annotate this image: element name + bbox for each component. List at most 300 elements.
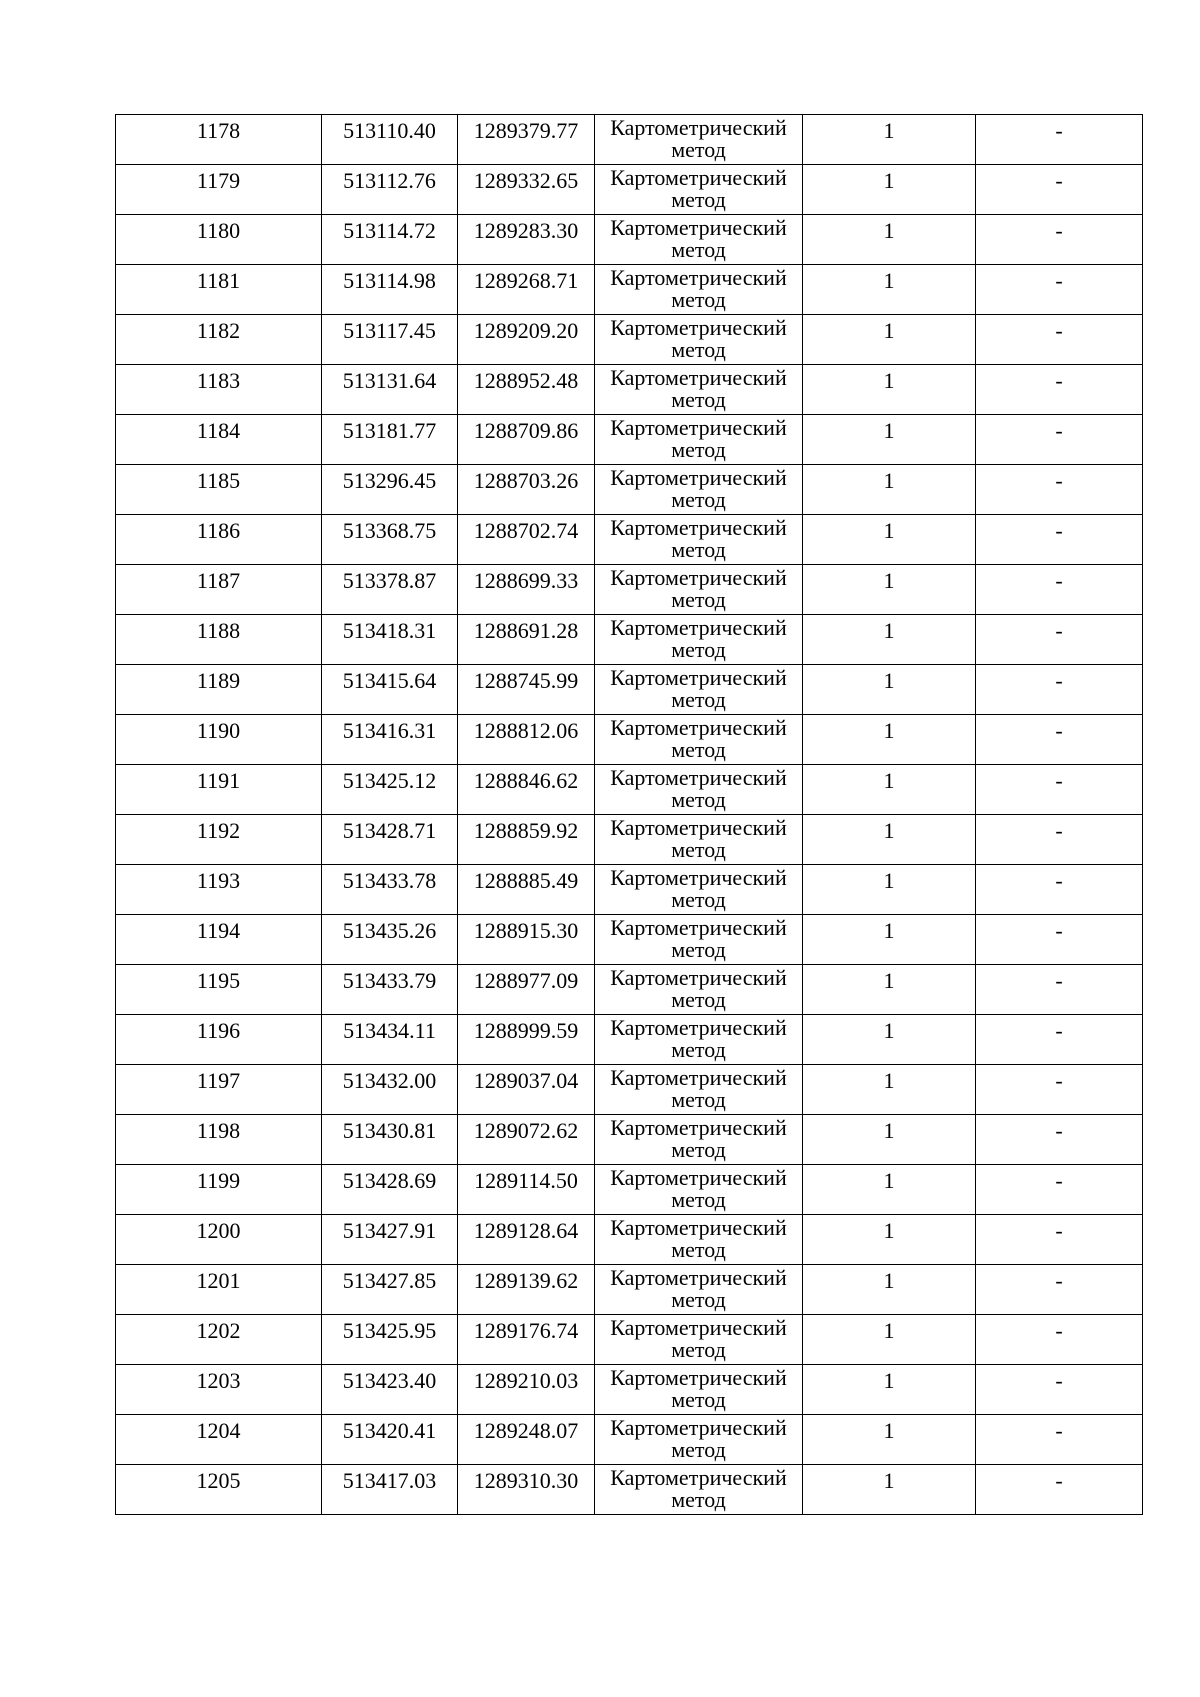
note-cell-text: -	[1055, 1368, 1063, 1393]
point-number-cell	[116, 865, 322, 915]
method-cell	[595, 265, 803, 315]
note-cell	[976, 215, 1143, 265]
note-cell-text: -	[1055, 1318, 1063, 1343]
accuracy-cell	[803, 1415, 976, 1465]
note-cell-text: -	[1055, 1068, 1063, 1093]
point-number-cell-text: 1204	[196, 1418, 241, 1443]
x-coordinate-cell-text: 513434.11	[343, 1018, 436, 1043]
accuracy-cell-text: 1	[883, 118, 895, 143]
y-coordinate-cell-text: 1288885.49	[473, 868, 579, 893]
method-cell	[595, 1065, 803, 1115]
x-coordinate-cell-text: 513430.81	[342, 1118, 437, 1143]
table-row	[116, 1315, 1143, 1365]
method-cell	[595, 815, 803, 865]
x-coordinate-cell-text: 513114.72	[343, 218, 436, 243]
note-cell-text: -	[1055, 218, 1063, 243]
x-coordinate-cell	[322, 615, 458, 665]
x-coordinate-cell-text: 513433.79	[342, 968, 437, 993]
accuracy-cell-text: 1	[883, 1268, 895, 1293]
x-coordinate-cell	[322, 365, 458, 415]
y-coordinate-cell	[458, 565, 595, 615]
y-coordinate-cell-text: 1288703.26	[473, 468, 579, 493]
table-row	[116, 365, 1143, 415]
note-cell	[976, 1415, 1143, 1465]
accuracy-cell-text: 1	[883, 718, 895, 743]
note-cell	[976, 1065, 1143, 1115]
table-row	[116, 1265, 1143, 1315]
note-cell	[976, 1365, 1143, 1415]
y-coordinate-cell	[458, 1315, 595, 1365]
method-cell	[595, 1415, 803, 1465]
x-coordinate-cell-text: 513112.76	[343, 168, 436, 193]
point-number-cell	[116, 515, 322, 565]
x-coordinate-cell-text: 513428.69	[342, 1168, 437, 1193]
accuracy-cell	[803, 1315, 976, 1365]
y-coordinate-cell	[458, 1265, 595, 1315]
note-cell-text: -	[1055, 1218, 1063, 1243]
point-number-cell	[116, 1215, 322, 1265]
table-row	[116, 965, 1143, 1015]
note-cell	[976, 1165, 1143, 1215]
note-cell	[976, 865, 1143, 915]
table-row	[116, 615, 1143, 665]
y-coordinate-cell	[458, 1415, 595, 1465]
note-cell	[976, 965, 1143, 1015]
method-cell	[595, 365, 803, 415]
note-cell-text: -	[1055, 368, 1063, 393]
method-cell	[595, 1165, 803, 1215]
accuracy-cell-text: 1	[883, 368, 895, 393]
y-coordinate-cell	[458, 365, 595, 415]
accuracy-cell	[803, 315, 976, 365]
accuracy-cell-text: 1	[883, 918, 895, 943]
note-cell-text: -	[1055, 268, 1063, 293]
accuracy-cell-text: 1	[883, 1218, 895, 1243]
y-coordinate-cell-text: 1288691.28	[473, 618, 579, 643]
point-number-cell-text: 1190	[196, 718, 241, 743]
method-cell	[595, 1315, 803, 1365]
y-coordinate-cell-text: 1289283.30	[473, 218, 579, 243]
accuracy-cell-text: 1	[883, 1068, 895, 1093]
method-cell-text: Картометрический метод	[610, 1215, 787, 1262]
x-coordinate-cell	[322, 915, 458, 965]
y-coordinate-cell-text: 1289210.03	[473, 1368, 579, 1393]
accuracy-cell-text: 1	[883, 818, 895, 843]
y-coordinate-cell	[458, 765, 595, 815]
note-cell-text: -	[1055, 718, 1063, 743]
table-row	[116, 315, 1143, 365]
table-row	[116, 765, 1143, 815]
x-coordinate-cell	[322, 1015, 458, 1065]
y-coordinate-cell-text: 1288999.59	[473, 1018, 579, 1043]
y-coordinate-cell-text: 1288915.30	[473, 918, 579, 943]
note-cell	[976, 1115, 1143, 1165]
y-coordinate-cell	[458, 815, 595, 865]
x-coordinate-cell	[322, 265, 458, 315]
note-cell	[976, 115, 1143, 165]
x-coordinate-cell	[322, 1465, 458, 1515]
y-coordinate-cell	[458, 1165, 595, 1215]
method-cell-text: Картометрический метод	[610, 465, 787, 512]
note-cell-text: -	[1055, 1418, 1063, 1443]
x-coordinate-cell	[322, 1165, 458, 1215]
accuracy-cell	[803, 565, 976, 615]
method-cell	[595, 715, 803, 765]
y-coordinate-cell-text: 1289176.74	[473, 1318, 579, 1343]
accuracy-cell	[803, 415, 976, 465]
y-coordinate-cell	[458, 465, 595, 515]
accuracy-cell-text: 1	[883, 618, 895, 643]
note-cell-text: -	[1055, 518, 1063, 543]
accuracy-cell	[803, 815, 976, 865]
y-coordinate-cell	[458, 1215, 595, 1265]
point-number-cell-text: 1194	[196, 918, 241, 943]
note-cell	[976, 315, 1143, 365]
point-number-cell	[116, 415, 322, 465]
x-coordinate-cell-text: 513417.03	[342, 1468, 437, 1493]
note-cell-text: -	[1055, 968, 1063, 993]
point-number-cell-text: 1191	[196, 768, 241, 793]
method-cell	[595, 215, 803, 265]
table-row	[116, 1465, 1143, 1515]
table-row	[116, 1065, 1143, 1115]
x-coordinate-cell	[322, 1315, 458, 1365]
coordinates-table	[115, 114, 1143, 1515]
table-row	[116, 865, 1143, 915]
table-row	[116, 1215, 1143, 1265]
accuracy-cell	[803, 1365, 976, 1415]
table-row	[116, 515, 1143, 565]
note-cell-text: -	[1055, 1468, 1063, 1493]
accuracy-cell	[803, 1165, 976, 1215]
note-cell	[976, 765, 1143, 815]
y-coordinate-cell	[458, 415, 595, 465]
x-coordinate-cell	[322, 965, 458, 1015]
y-coordinate-cell	[458, 965, 595, 1015]
point-number-cell	[116, 465, 322, 515]
point-number-cell-text: 1200	[196, 1218, 241, 1243]
method-cell-text: Картометрический метод	[610, 115, 787, 162]
method-cell	[595, 915, 803, 965]
point-number-cell-text: 1201	[196, 1268, 241, 1293]
accuracy-cell-text: 1	[883, 1168, 895, 1193]
note-cell-text: -	[1055, 418, 1063, 443]
method-cell-text: Картометрический метод	[610, 1065, 787, 1112]
accuracy-cell-text: 1	[883, 1318, 895, 1343]
y-coordinate-cell-text: 1289332.65	[473, 168, 579, 193]
x-coordinate-cell-text: 513110.40	[343, 118, 436, 143]
x-coordinate-cell	[322, 315, 458, 365]
x-coordinate-cell-text: 513432.00	[342, 1068, 437, 1093]
point-number-cell	[116, 965, 322, 1015]
note-cell	[976, 365, 1143, 415]
y-coordinate-cell-text: 1288702.74	[473, 518, 579, 543]
accuracy-cell	[803, 1265, 976, 1315]
method-cell	[595, 415, 803, 465]
x-coordinate-cell-text: 513368.75	[342, 518, 437, 543]
x-coordinate-cell	[322, 815, 458, 865]
accuracy-cell	[803, 115, 976, 165]
point-number-cell	[116, 315, 322, 365]
method-cell-text: Картометрический метод	[610, 215, 787, 262]
accuracy-cell-text: 1	[883, 268, 895, 293]
note-cell	[976, 815, 1143, 865]
point-number-cell-text: 1195	[196, 968, 241, 993]
x-coordinate-cell	[322, 715, 458, 765]
accuracy-cell-text: 1	[883, 568, 895, 593]
method-cell-text: Картометрический метод	[610, 365, 787, 412]
accuracy-cell-text: 1	[883, 768, 895, 793]
note-cell-text: -	[1055, 618, 1063, 643]
x-coordinate-cell	[322, 865, 458, 915]
accuracy-cell	[803, 915, 976, 965]
note-cell-text: -	[1055, 818, 1063, 843]
note-cell	[976, 715, 1143, 765]
point-number-cell-text: 1186	[196, 518, 241, 543]
point-number-cell	[116, 1265, 322, 1315]
table-row	[116, 665, 1143, 715]
method-cell	[595, 765, 803, 815]
x-coordinate-cell-text: 513181.77	[342, 418, 437, 443]
point-number-cell-text: 1179	[196, 168, 241, 193]
table-row	[116, 1115, 1143, 1165]
method-cell	[595, 565, 803, 615]
point-number-cell-text: 1184	[196, 418, 241, 443]
table-row	[116, 715, 1143, 765]
y-coordinate-cell	[458, 615, 595, 665]
method-cell-text: Картометрический метод	[610, 515, 787, 562]
method-cell-text: Картометрический метод	[610, 865, 787, 912]
accuracy-cell-text: 1	[883, 218, 895, 243]
method-cell	[595, 515, 803, 565]
accuracy-cell	[803, 165, 976, 215]
y-coordinate-cell-text: 1289268.71	[473, 268, 579, 293]
x-coordinate-cell-text: 513117.45	[343, 318, 436, 343]
note-cell-text: -	[1055, 168, 1063, 193]
point-number-cell	[116, 665, 322, 715]
x-coordinate-cell	[322, 665, 458, 715]
method-cell-text: Картометрический метод	[610, 815, 787, 862]
point-number-cell-text: 1181	[196, 268, 241, 293]
y-coordinate-cell-text: 1288952.48	[473, 368, 579, 393]
method-cell	[595, 1015, 803, 1065]
x-coordinate-cell-text: 513427.91	[342, 1218, 437, 1243]
method-cell-text: Картометрический метод	[610, 1115, 787, 1162]
point-number-cell	[116, 265, 322, 315]
note-cell	[976, 915, 1143, 965]
method-cell	[595, 615, 803, 665]
method-cell	[595, 1465, 803, 1515]
y-coordinate-cell-text: 1288846.62	[473, 768, 579, 793]
point-number-cell-text: 1196	[196, 1018, 241, 1043]
y-coordinate-cell	[458, 1365, 595, 1415]
x-coordinate-cell-text: 513378.87	[342, 568, 437, 593]
note-cell-text: -	[1055, 568, 1063, 593]
point-number-cell-text: 1183	[196, 368, 241, 393]
accuracy-cell	[803, 1065, 976, 1115]
accuracy-cell-text: 1	[883, 1418, 895, 1443]
method-cell	[595, 665, 803, 715]
method-cell	[595, 865, 803, 915]
note-cell-text: -	[1055, 668, 1063, 693]
point-number-cell-text: 1192	[196, 818, 241, 843]
accuracy-cell-text: 1	[883, 318, 895, 343]
note-cell	[976, 615, 1143, 665]
x-coordinate-cell-text: 513428.71	[342, 818, 437, 843]
y-coordinate-cell-text: 1288699.33	[473, 568, 579, 593]
method-cell-text: Картометрический метод	[610, 1015, 787, 1062]
note-cell	[976, 1465, 1143, 1515]
accuracy-cell	[803, 965, 976, 1015]
point-number-cell	[116, 565, 322, 615]
method-cell-text: Картометрический метод	[610, 315, 787, 362]
y-coordinate-cell	[458, 915, 595, 965]
x-coordinate-cell	[322, 1415, 458, 1465]
method-cell-text: Картометрический метод	[610, 1165, 787, 1212]
note-cell	[976, 465, 1143, 515]
y-coordinate-cell-text: 1289209.20	[473, 318, 579, 343]
point-number-cell	[116, 115, 322, 165]
method-cell-text: Картометрический метод	[610, 1465, 787, 1512]
x-coordinate-cell-text: 513131.64	[342, 368, 437, 393]
x-coordinate-cell-text: 513423.40	[342, 1368, 437, 1393]
y-coordinate-cell	[458, 265, 595, 315]
y-coordinate-cell	[458, 1015, 595, 1065]
accuracy-cell	[803, 765, 976, 815]
x-coordinate-cell	[322, 1215, 458, 1265]
note-cell	[976, 1265, 1143, 1315]
x-coordinate-cell-text: 513435.26	[342, 918, 437, 943]
method-cell	[595, 1265, 803, 1315]
y-coordinate-cell	[458, 315, 595, 365]
point-number-cell	[116, 915, 322, 965]
y-coordinate-cell	[458, 215, 595, 265]
accuracy-cell-text: 1	[883, 1468, 895, 1493]
point-number-cell-text: 1180	[196, 218, 241, 243]
accuracy-cell	[803, 1115, 976, 1165]
method-cell-text: Картометрический метод	[610, 415, 787, 462]
point-number-cell	[116, 215, 322, 265]
note-cell-text: -	[1055, 1268, 1063, 1293]
x-coordinate-cell	[322, 115, 458, 165]
y-coordinate-cell-text: 1289072.62	[473, 1118, 579, 1143]
note-cell-text: -	[1055, 1018, 1063, 1043]
point-number-cell-text: 1188	[196, 618, 241, 643]
accuracy-cell-text: 1	[883, 1368, 895, 1393]
accuracy-cell-text: 1	[883, 1018, 895, 1043]
y-coordinate-cell	[458, 1465, 595, 1515]
note-cell	[976, 415, 1143, 465]
x-coordinate-cell	[322, 1065, 458, 1115]
point-number-cell-text: 1197	[196, 1068, 241, 1093]
y-coordinate-cell-text: 1289128.64	[473, 1218, 579, 1243]
table-row	[116, 265, 1143, 315]
accuracy-cell-text: 1	[883, 1118, 895, 1143]
note-cell	[976, 565, 1143, 615]
table-row	[116, 1165, 1143, 1215]
y-coordinate-cell-text: 1288859.92	[473, 818, 579, 843]
x-coordinate-cell	[322, 465, 458, 515]
method-cell-text: Картометрический метод	[610, 715, 787, 762]
point-number-cell-text: 1205	[196, 1468, 241, 1493]
method-cell-text: Картометрический метод	[610, 615, 787, 662]
method-cell-text: Картометрический метод	[610, 1315, 787, 1362]
x-coordinate-cell	[322, 415, 458, 465]
point-number-cell-text: 1202	[196, 1318, 241, 1343]
note-cell	[976, 515, 1143, 565]
method-cell-text: Картометрический метод	[610, 915, 787, 962]
point-number-cell	[116, 1015, 322, 1065]
method-cell-text: Картометрический метод	[610, 1365, 787, 1412]
accuracy-cell	[803, 615, 976, 665]
method-cell	[595, 1215, 803, 1265]
note-cell	[976, 1215, 1143, 1265]
y-coordinate-cell	[458, 1115, 595, 1165]
y-coordinate-cell	[458, 665, 595, 715]
method-cell	[595, 115, 803, 165]
point-number-cell	[116, 1115, 322, 1165]
point-number-cell	[116, 1365, 322, 1415]
note-cell-text: -	[1055, 918, 1063, 943]
note-cell-text: -	[1055, 868, 1063, 893]
point-number-cell	[116, 1465, 322, 1515]
y-coordinate-cell-text: 1288812.06	[473, 718, 579, 743]
y-coordinate-cell-text: 1288709.86	[473, 418, 579, 443]
accuracy-cell	[803, 465, 976, 515]
y-coordinate-cell	[458, 865, 595, 915]
point-number-cell	[116, 365, 322, 415]
coordinates-table-body	[116, 115, 1143, 1515]
x-coordinate-cell-text: 513433.78	[342, 868, 437, 893]
y-coordinate-cell	[458, 165, 595, 215]
table-row	[116, 1015, 1143, 1065]
accuracy-cell-text: 1	[883, 418, 895, 443]
point-number-cell	[116, 765, 322, 815]
x-coordinate-cell-text: 513415.64	[342, 668, 437, 693]
accuracy-cell	[803, 515, 976, 565]
note-cell	[976, 1015, 1143, 1065]
table-row	[116, 465, 1143, 515]
x-coordinate-cell-text: 513425.12	[342, 768, 437, 793]
table-row	[116, 1415, 1143, 1465]
x-coordinate-cell	[322, 1365, 458, 1415]
x-coordinate-cell-text: 513418.31	[342, 618, 437, 643]
method-cell	[595, 1365, 803, 1415]
note-cell-text: -	[1055, 1118, 1063, 1143]
point-number-cell-text: 1185	[196, 468, 241, 493]
x-coordinate-cell-text: 513296.45	[342, 468, 437, 493]
x-coordinate-cell	[322, 765, 458, 815]
x-coordinate-cell-text: 513425.95	[342, 1318, 437, 1343]
table-row	[116, 215, 1143, 265]
note-cell-text: -	[1055, 1168, 1063, 1193]
y-coordinate-cell-text: 1288977.09	[473, 968, 579, 993]
note-cell	[976, 1315, 1143, 1365]
accuracy-cell	[803, 365, 976, 415]
table-row	[116, 565, 1143, 615]
table-row	[116, 1365, 1143, 1415]
note-cell-text: -	[1055, 468, 1063, 493]
accuracy-cell	[803, 865, 976, 915]
method-cell	[595, 965, 803, 1015]
point-number-cell-text: 1198	[196, 1118, 241, 1143]
x-coordinate-cell	[322, 215, 458, 265]
x-coordinate-cell	[322, 565, 458, 615]
table-row	[116, 415, 1143, 465]
method-cell-text: Картометрический метод	[610, 165, 787, 212]
method-cell-text: Картометрический метод	[610, 965, 787, 1012]
y-coordinate-cell-text: 1289139.62	[473, 1268, 579, 1293]
